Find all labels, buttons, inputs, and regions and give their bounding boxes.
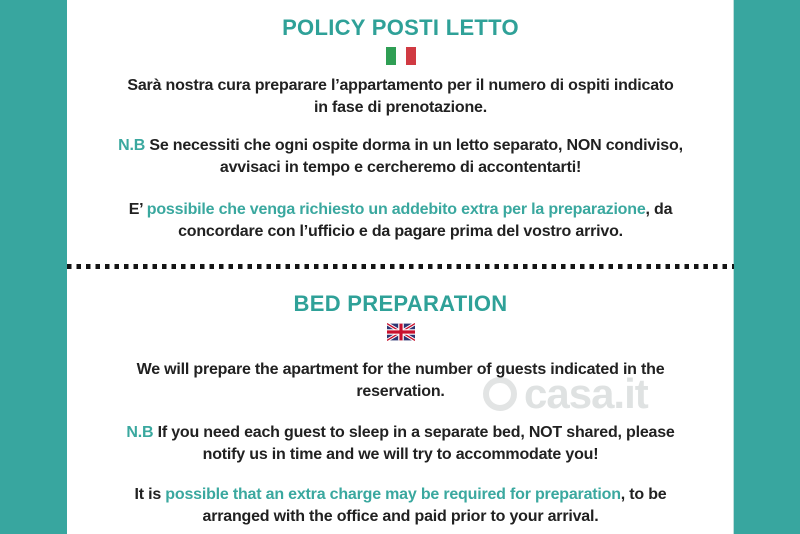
text-segment: , to be — [620, 486, 667, 503]
text-segment: reservation. — [356, 383, 445, 400]
text-segment: in fase di prenotazione. — [313, 99, 487, 116]
text-segment: It is — [134, 486, 166, 503]
english-section-title: BED PREPARATION — [293, 291, 508, 316]
text-segment: E’ — [128, 201, 147, 218]
left-teal-bar — [0, 0, 67, 534]
italian-paragraph-preparation — [127, 75, 673, 119]
text-segment: If you need each guest to sleep in a separate bed, NOT shared, please — [157, 424, 675, 441]
text-segment: notify us in time and we will try to accommodate you! — [202, 446, 599, 463]
text-segment: , da — [645, 201, 673, 218]
right-teal-bar — [733, 0, 800, 534]
text-segment: possible that an extra charge may be required for preparation — [165, 486, 621, 503]
text-segment: arranged with the office and paid prior to your arrival. — [202, 508, 599, 525]
dotted-divider — [67, 264, 734, 269]
text-segment: Sarà nostra cura preparare l’appartamento per il numero di ospiti indicato — [127, 77, 674, 94]
italian-paragraph-extra-charge — [129, 199, 673, 243]
english-paragraph-extra-charge — [134, 484, 666, 528]
notice-content — [67, 0, 734, 534]
text-segment: concordare con l’ufficio e da pagare prima del vostro arrivo. — [178, 223, 623, 240]
text-segment: We will prepare the apartment for the number of guests indicated in the — [136, 361, 665, 378]
text-segment: possibile che venga richiesto un addebito extra per la preparazione — [146, 201, 646, 218]
text-segment: Se necessiti che ogni ospite dorma in un letto separato, NON condiviso, — [149, 137, 683, 154]
text-segment: avvisaci in tempo e cercheremo di accontentarti! — [219, 159, 582, 176]
italy-flag-green-stripe — [386, 47, 396, 65]
english-paragraph-preparation — [137, 359, 665, 403]
italy-flag-red-stripe — [406, 47, 416, 65]
text-segment: N.B — [118, 137, 150, 154]
english-paragraph-separate-beds — [126, 422, 674, 466]
italy-flag-icon — [386, 47, 416, 65]
uk-flag-icon — [387, 323, 415, 346]
watermark-text: casa.it — [524, 370, 648, 417]
italian-paragraph-separate-beds — [118, 135, 683, 179]
italy-flag-white-stripe — [396, 47, 406, 65]
italian-section-title: POLICY POSTI LETTO — [282, 15, 519, 40]
text-segment: N.B — [126, 424, 158, 441]
